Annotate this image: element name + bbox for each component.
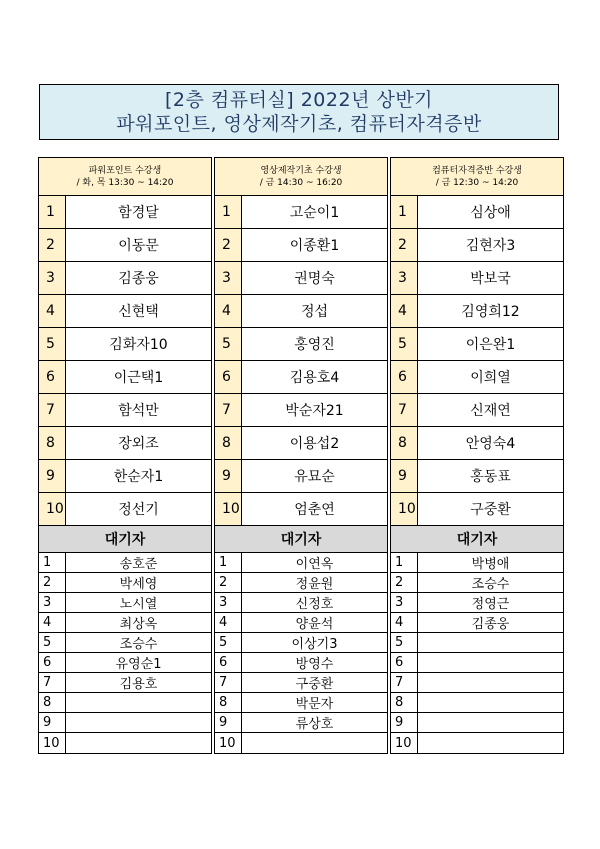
class-column-video-basics	[214, 157, 388, 754]
waitlist-name: 조승수	[471, 577, 510, 592]
student-row	[215, 394, 387, 427]
waitlist-name	[418, 693, 563, 712]
class-column-certification	[390, 157, 564, 754]
title-line-1: [2층 컴퓨터실] 2022년 상반기	[164, 89, 434, 111]
waitlist-name: 정윤원	[295, 577, 334, 592]
title-line-2: 파워포인트, 영상제작기초, 컴퓨터자격증반	[116, 113, 482, 135]
waitlist-number: 4	[391, 613, 418, 632]
student-number: 2	[391, 229, 418, 261]
waitlist-row	[215, 573, 387, 593]
waitlist-row	[391, 693, 563, 713]
waitlist-number: 10	[215, 733, 242, 753]
waitlist-row	[391, 633, 563, 653]
waitlist-number: 3	[391, 593, 418, 612]
column-header-schedule: / 금 14:30 ~ 16:20	[259, 177, 343, 188]
waitlist-number: 9	[215, 713, 242, 732]
waitlist-row	[39, 633, 211, 653]
student-number: 3	[39, 262, 66, 294]
column-header	[391, 158, 563, 196]
waitlist-number: 10	[39, 733, 66, 753]
student-row	[39, 427, 211, 460]
waitlist-name	[242, 733, 387, 753]
waitlist-name	[418, 633, 563, 652]
student-name: 함석만	[118, 403, 159, 419]
waitlist-row	[391, 553, 563, 573]
waitlist-row	[391, 573, 563, 593]
waitlist-name: 송호준	[119, 557, 158, 572]
student-row	[391, 361, 563, 394]
waitlist-name: 박세영	[119, 577, 158, 592]
student-number: 6	[391, 361, 418, 393]
student-number: 10	[39, 493, 66, 525]
waitlist-number: 8	[391, 693, 418, 712]
student-row	[391, 493, 563, 526]
waitlist-header: 대기자	[391, 526, 563, 553]
waitlist-row	[39, 553, 211, 573]
waitlist-row	[39, 713, 211, 733]
student-name: 이용섭2	[289, 436, 340, 452]
waitlist-number: 5	[391, 633, 418, 652]
waitlist-name	[418, 673, 563, 692]
student-name: 김영희12	[461, 304, 520, 320]
student-row	[215, 328, 387, 361]
student-name: 엄춘연	[294, 502, 335, 518]
waitlist-number: 2	[215, 573, 242, 592]
waitlist-number: 10	[391, 733, 418, 753]
student-row	[39, 328, 211, 361]
student-row	[215, 427, 387, 460]
waitlist-row	[215, 593, 387, 613]
waitlist-name: 최상옥	[119, 617, 158, 632]
student-number: 1	[391, 196, 418, 228]
student-name: 김종웅	[118, 271, 159, 287]
waitlist-name: 정영근	[471, 597, 510, 612]
student-name: 이희열	[470, 370, 511, 386]
student-name: 장외조	[118, 436, 159, 452]
student-name: 구중환	[470, 502, 511, 518]
student-row	[39, 196, 211, 229]
waitlist-number: 7	[215, 673, 242, 692]
student-name: 이은완1	[465, 337, 516, 353]
waitlist-name	[418, 653, 563, 672]
waitlist-name	[66, 713, 211, 732]
student-name: 심상애	[470, 205, 511, 221]
student-row	[391, 196, 563, 229]
waitlist-name	[66, 693, 211, 712]
waitlist-row	[391, 653, 563, 673]
student-row	[391, 328, 563, 361]
waitlist-number: 7	[39, 673, 66, 692]
student-row	[39, 460, 211, 493]
waitlist-number: 7	[391, 673, 418, 692]
student-number: 10	[391, 493, 418, 525]
waitlist-name: 박문자	[295, 697, 334, 712]
student-number: 1	[215, 196, 242, 228]
student-name: 함경달	[118, 205, 159, 221]
waitlist-row	[215, 553, 387, 573]
student-number: 2	[39, 229, 66, 261]
column-header-title: 파워포인트 수강생	[88, 165, 162, 176]
waitlist-number: 9	[39, 713, 66, 732]
waitlist-name: 노시열	[119, 597, 158, 612]
student-name: 박순자21	[285, 403, 344, 419]
waitlist-name: 구중환	[295, 677, 334, 692]
student-row	[391, 295, 563, 328]
page-title	[39, 84, 559, 140]
student-number: 8	[215, 427, 242, 459]
waitlist-row	[39, 573, 211, 593]
student-number: 5	[391, 328, 418, 360]
student-number: 4	[391, 295, 418, 327]
student-name: 신현택	[118, 304, 159, 320]
student-row	[215, 229, 387, 262]
waitlist-row	[39, 653, 211, 673]
column-header-title: 컴퓨터자격증반 수강생	[432, 165, 522, 176]
student-number: 8	[391, 427, 418, 459]
waitlist-row	[39, 613, 211, 633]
student-row	[39, 229, 211, 262]
student-name: 유묘순	[294, 469, 335, 485]
waitlist-row	[215, 733, 387, 753]
waitlist-number: 3	[215, 593, 242, 612]
student-number: 7	[39, 394, 66, 426]
waitlist-row	[391, 593, 563, 613]
student-name: 안영숙4	[465, 436, 516, 452]
student-name: 김화자10	[109, 337, 168, 353]
waitlist-number: 6	[39, 653, 66, 672]
student-name: 김용호4	[289, 370, 340, 386]
waitlist-number: 2	[39, 573, 66, 592]
waitlist-row	[39, 693, 211, 713]
student-row	[215, 196, 387, 229]
student-row	[215, 361, 387, 394]
student-row	[215, 493, 387, 526]
student-row	[39, 394, 211, 427]
student-name: 한순자1	[113, 469, 164, 485]
student-name: 이종환1	[289, 238, 340, 254]
student-name: 박보국	[470, 271, 511, 287]
column-header-title: 영상제작기초 수강생	[260, 165, 342, 176]
student-number: 9	[215, 460, 242, 492]
waitlist-row	[391, 673, 563, 693]
waitlist-number: 9	[391, 713, 418, 732]
column-header-schedule: / 화, 목 13:30 ~ 14:20	[76, 177, 174, 188]
waitlist-row	[39, 733, 211, 753]
student-name: 이근택1	[113, 370, 164, 386]
student-row	[215, 460, 387, 493]
student-number: 1	[39, 196, 66, 228]
student-number: 6	[215, 361, 242, 393]
student-name: 홍영진	[294, 337, 335, 353]
student-name: 홍동표	[470, 469, 511, 485]
waitlist-name: 방영수	[295, 657, 334, 672]
student-number: 5	[215, 328, 242, 360]
class-column-powerpoint	[38, 157, 212, 754]
waitlist-row	[215, 633, 387, 653]
student-row	[39, 295, 211, 328]
waitlist-number: 8	[215, 693, 242, 712]
student-name: 신재연	[470, 403, 511, 419]
student-row	[39, 361, 211, 394]
waitlist-number: 8	[39, 693, 66, 712]
waitlist-number: 4	[215, 613, 242, 632]
student-row	[391, 460, 563, 493]
student-row	[391, 427, 563, 460]
student-number: 7	[215, 394, 242, 426]
waitlist-row	[391, 713, 563, 733]
waitlist-row	[215, 613, 387, 633]
waitlist-name: 이연옥	[295, 557, 334, 572]
column-header	[39, 158, 211, 196]
student-number: 3	[391, 262, 418, 294]
student-row	[391, 394, 563, 427]
student-number: 2	[215, 229, 242, 261]
student-number: 5	[39, 328, 66, 360]
student-number: 8	[39, 427, 66, 459]
student-row	[215, 262, 387, 295]
waitlist-header: 대기자	[39, 526, 211, 553]
student-row	[215, 295, 387, 328]
student-number: 4	[39, 295, 66, 327]
student-name: 고순이1	[289, 205, 340, 221]
waitlist-row	[215, 693, 387, 713]
student-row	[391, 229, 563, 262]
waitlist-number: 5	[215, 633, 242, 652]
student-name: 권명숙	[294, 271, 335, 287]
waitlist-name: 조승수	[119, 637, 158, 652]
student-number: 6	[39, 361, 66, 393]
student-number: 3	[215, 262, 242, 294]
waitlist-row	[391, 733, 563, 753]
waitlist-number: 6	[391, 653, 418, 672]
waitlist-name: 박병애	[471, 557, 510, 572]
waitlist-header: 대기자	[215, 526, 387, 553]
waitlist-name	[418, 733, 563, 753]
waitlist-number: 1	[391, 553, 418, 572]
waitlist-number: 1	[39, 553, 66, 572]
waitlist-number: 6	[215, 653, 242, 672]
waitlist-name	[418, 713, 563, 732]
waitlist-number: 5	[39, 633, 66, 652]
waitlist-name: 김종웅	[471, 617, 510, 632]
student-row	[39, 493, 211, 526]
student-name: 정선기	[118, 502, 159, 518]
waitlist-row	[215, 653, 387, 673]
waitlist-name	[66, 733, 211, 753]
student-name: 정섭	[300, 304, 329, 320]
waitlist-number: 4	[39, 613, 66, 632]
waitlist-name: 유영순1	[115, 657, 162, 672]
waitlist-name: 류상호	[295, 717, 334, 732]
waitlist-number: 3	[39, 593, 66, 612]
student-number: 10	[215, 493, 242, 525]
student-name: 김현자3	[465, 238, 516, 254]
waitlist-row	[391, 613, 563, 633]
student-number: 9	[39, 460, 66, 492]
column-header	[215, 158, 387, 196]
waitlist-row	[39, 593, 211, 613]
student-row	[39, 262, 211, 295]
waitlist-name: 양윤석	[295, 617, 334, 632]
student-row	[391, 262, 563, 295]
waitlist-name: 신정호	[295, 597, 334, 612]
student-number: 4	[215, 295, 242, 327]
waitlist-row	[215, 673, 387, 693]
waitlist-name: 이상기3	[291, 637, 338, 652]
waitlist-name: 김용호	[119, 677, 158, 692]
waitlist-row	[215, 713, 387, 733]
column-header-schedule: / 금 12:30 ~ 14:20	[435, 177, 519, 188]
student-number: 7	[391, 394, 418, 426]
student-number: 9	[391, 460, 418, 492]
waitlist-row	[39, 673, 211, 693]
waitlist-number: 1	[215, 553, 242, 572]
waitlist-number: 2	[391, 573, 418, 592]
student-name: 이동문	[118, 238, 159, 254]
